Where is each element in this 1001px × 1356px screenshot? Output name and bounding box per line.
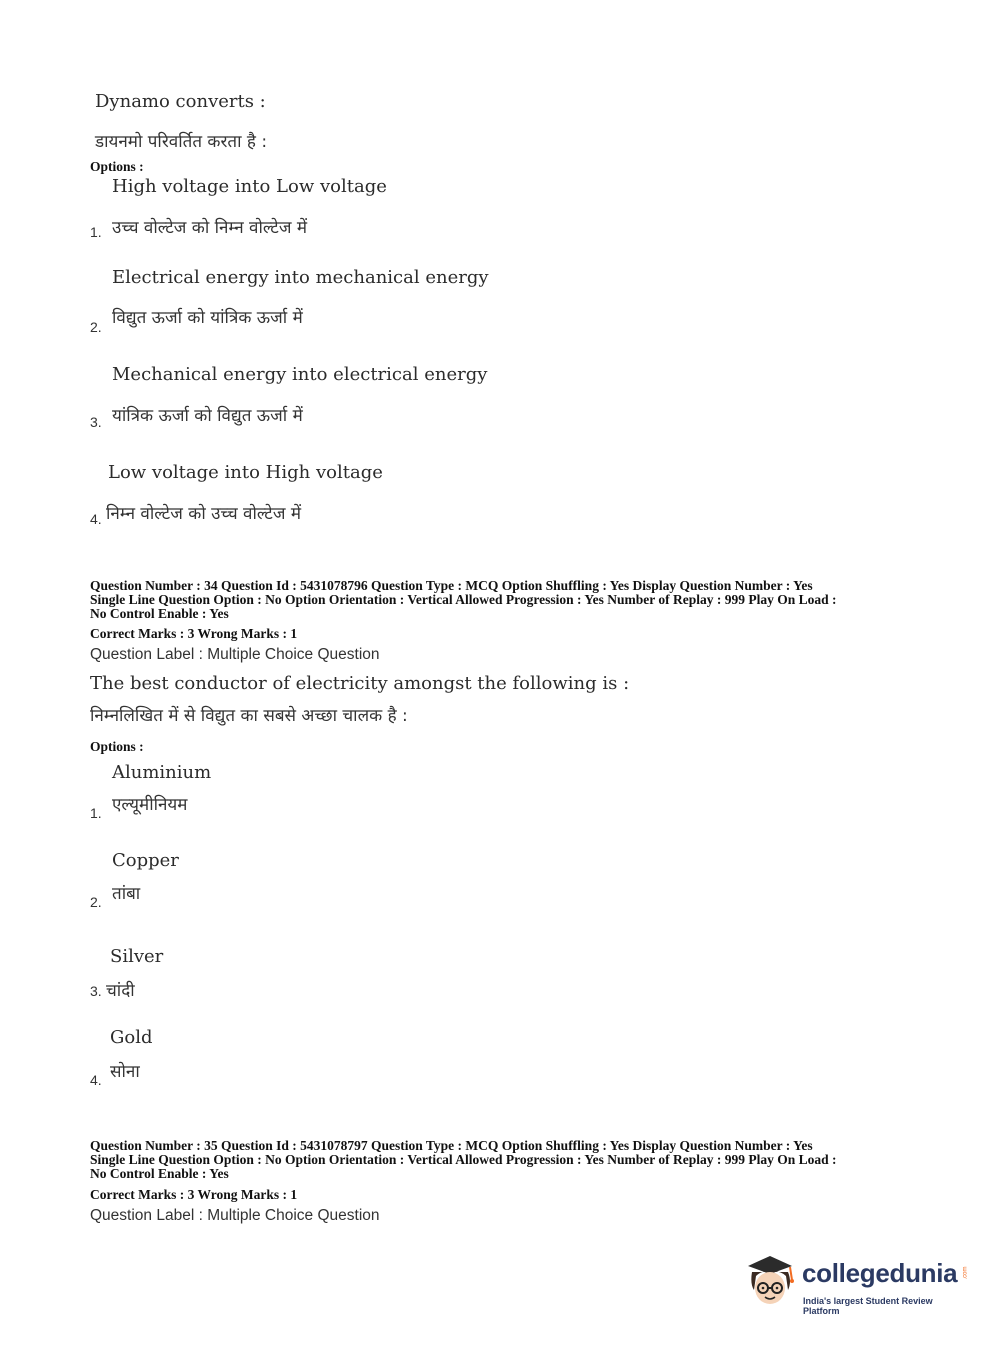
- logo-wordmark: collegedunia: [802, 1258, 958, 1288]
- q34-meta-line-3: No Control Enable : Yes: [90, 606, 229, 621]
- q34-options-label: Options :: [90, 739, 144, 754]
- q35-meta-line-1: Question Number : 35 Question Id : 5431078797 Question Type : MCQ Option Shuffling : Yes Display Question Number : Yes: [90, 1138, 813, 1153]
- q34-option-3-english: Silver: [110, 946, 164, 967]
- q35-meta-line-2: Single Line Question Option : No Option Orientation : Vertical Allowed Progression : Yes Number of Replay : 999 Play On Load :: [90, 1152, 837, 1167]
- q34-option-1-english: Aluminium: [112, 762, 212, 783]
- q34-meta-line-2: Single Line Question Option : No Option Orientation : Vertical Allowed Progression : Yes Number of Replay : 999 Play On Load :: [90, 592, 837, 607]
- q33-option-1-english: High voltage into Low voltage: [112, 176, 387, 197]
- q33-option-1-number: 1.: [90, 224, 102, 240]
- q34-marks: Correct Marks : 3 Wrong Marks : 1: [90, 626, 298, 641]
- q34-option-3-hindi: चांदी: [106, 981, 135, 1001]
- q33-stem-hindi: डायनमो परिवर्तित करता है :: [95, 132, 268, 152]
- q34-option-1-hindi: एल्यूमीनियम: [112, 795, 188, 815]
- q33-option-4-hindi: निम्न वोल्टेज को उच्च वोल्टेज में: [106, 504, 302, 524]
- logo-domain-suffix: .com: [962, 1266, 969, 1280]
- q33-stem-english: Dynamo converts :: [95, 91, 266, 112]
- q34-option-4-hindi: सोना: [110, 1062, 140, 1082]
- q33-option-1-hindi: उच्च वोल्टेज को निम्न वोल्टेज में: [112, 218, 308, 238]
- q34-question-label: Question Label : Multiple Choice Question: [90, 646, 380, 663]
- q35-question-label: Question Label : Multiple Choice Question: [90, 1207, 380, 1224]
- q33-option-2-number: 2.: [90, 319, 102, 335]
- q34-option-2-hindi: तांबा: [112, 884, 141, 904]
- q34-option-4-english: Gold: [110, 1027, 153, 1048]
- mascot-icon: [740, 1250, 802, 1312]
- q34-option-1-number: 1.: [90, 805, 102, 821]
- q35-marks: Correct Marks : 3 Wrong Marks : 1: [90, 1187, 298, 1202]
- q34-option-4-number: 4.: [90, 1072, 102, 1088]
- q33-option-4-number: 4.: [90, 511, 102, 527]
- q34-option-2-english: Copper: [112, 850, 179, 871]
- q33-options-label: Options :: [90, 159, 144, 174]
- q33-option-4-english: Low voltage into High voltage: [108, 462, 383, 483]
- q34-stem-hindi: निम्नलिखित में से विद्युत का सबसे अच्छा चालक है :: [90, 706, 408, 726]
- q34-meta-line-1: Question Number : 34 Question Id : 5431078796 Question Type : MCQ Option Shuffling : Yes Display Question Number : Yes: [90, 578, 813, 593]
- q33-option-3-number: 3.: [90, 414, 102, 430]
- q35-meta-line-3: No Control Enable : Yes: [90, 1166, 229, 1181]
- q33-option-3-hindi: यांत्रिक ऊर्जा को विद्युत ऊर्जा में: [112, 406, 303, 426]
- logo-tagline: India's largest Student Review Platform: [803, 1296, 933, 1316]
- q33-option-2-english: Electrical energy into mechanical energy: [112, 267, 489, 288]
- q33-option-2-hindi: विद्युत ऊर्जा को यांत्रिक ऊर्जा में: [112, 308, 303, 328]
- collegedunia-logo: [740, 1250, 970, 1320]
- q34-stem-english: The best conductor of electricity amongst the following is :: [90, 673, 630, 694]
- q34-option-2-number: 2.: [90, 894, 102, 910]
- q34-option-3-number: 3.: [90, 983, 102, 999]
- q33-option-3-english: Mechanical energy into electrical energy: [112, 364, 488, 385]
